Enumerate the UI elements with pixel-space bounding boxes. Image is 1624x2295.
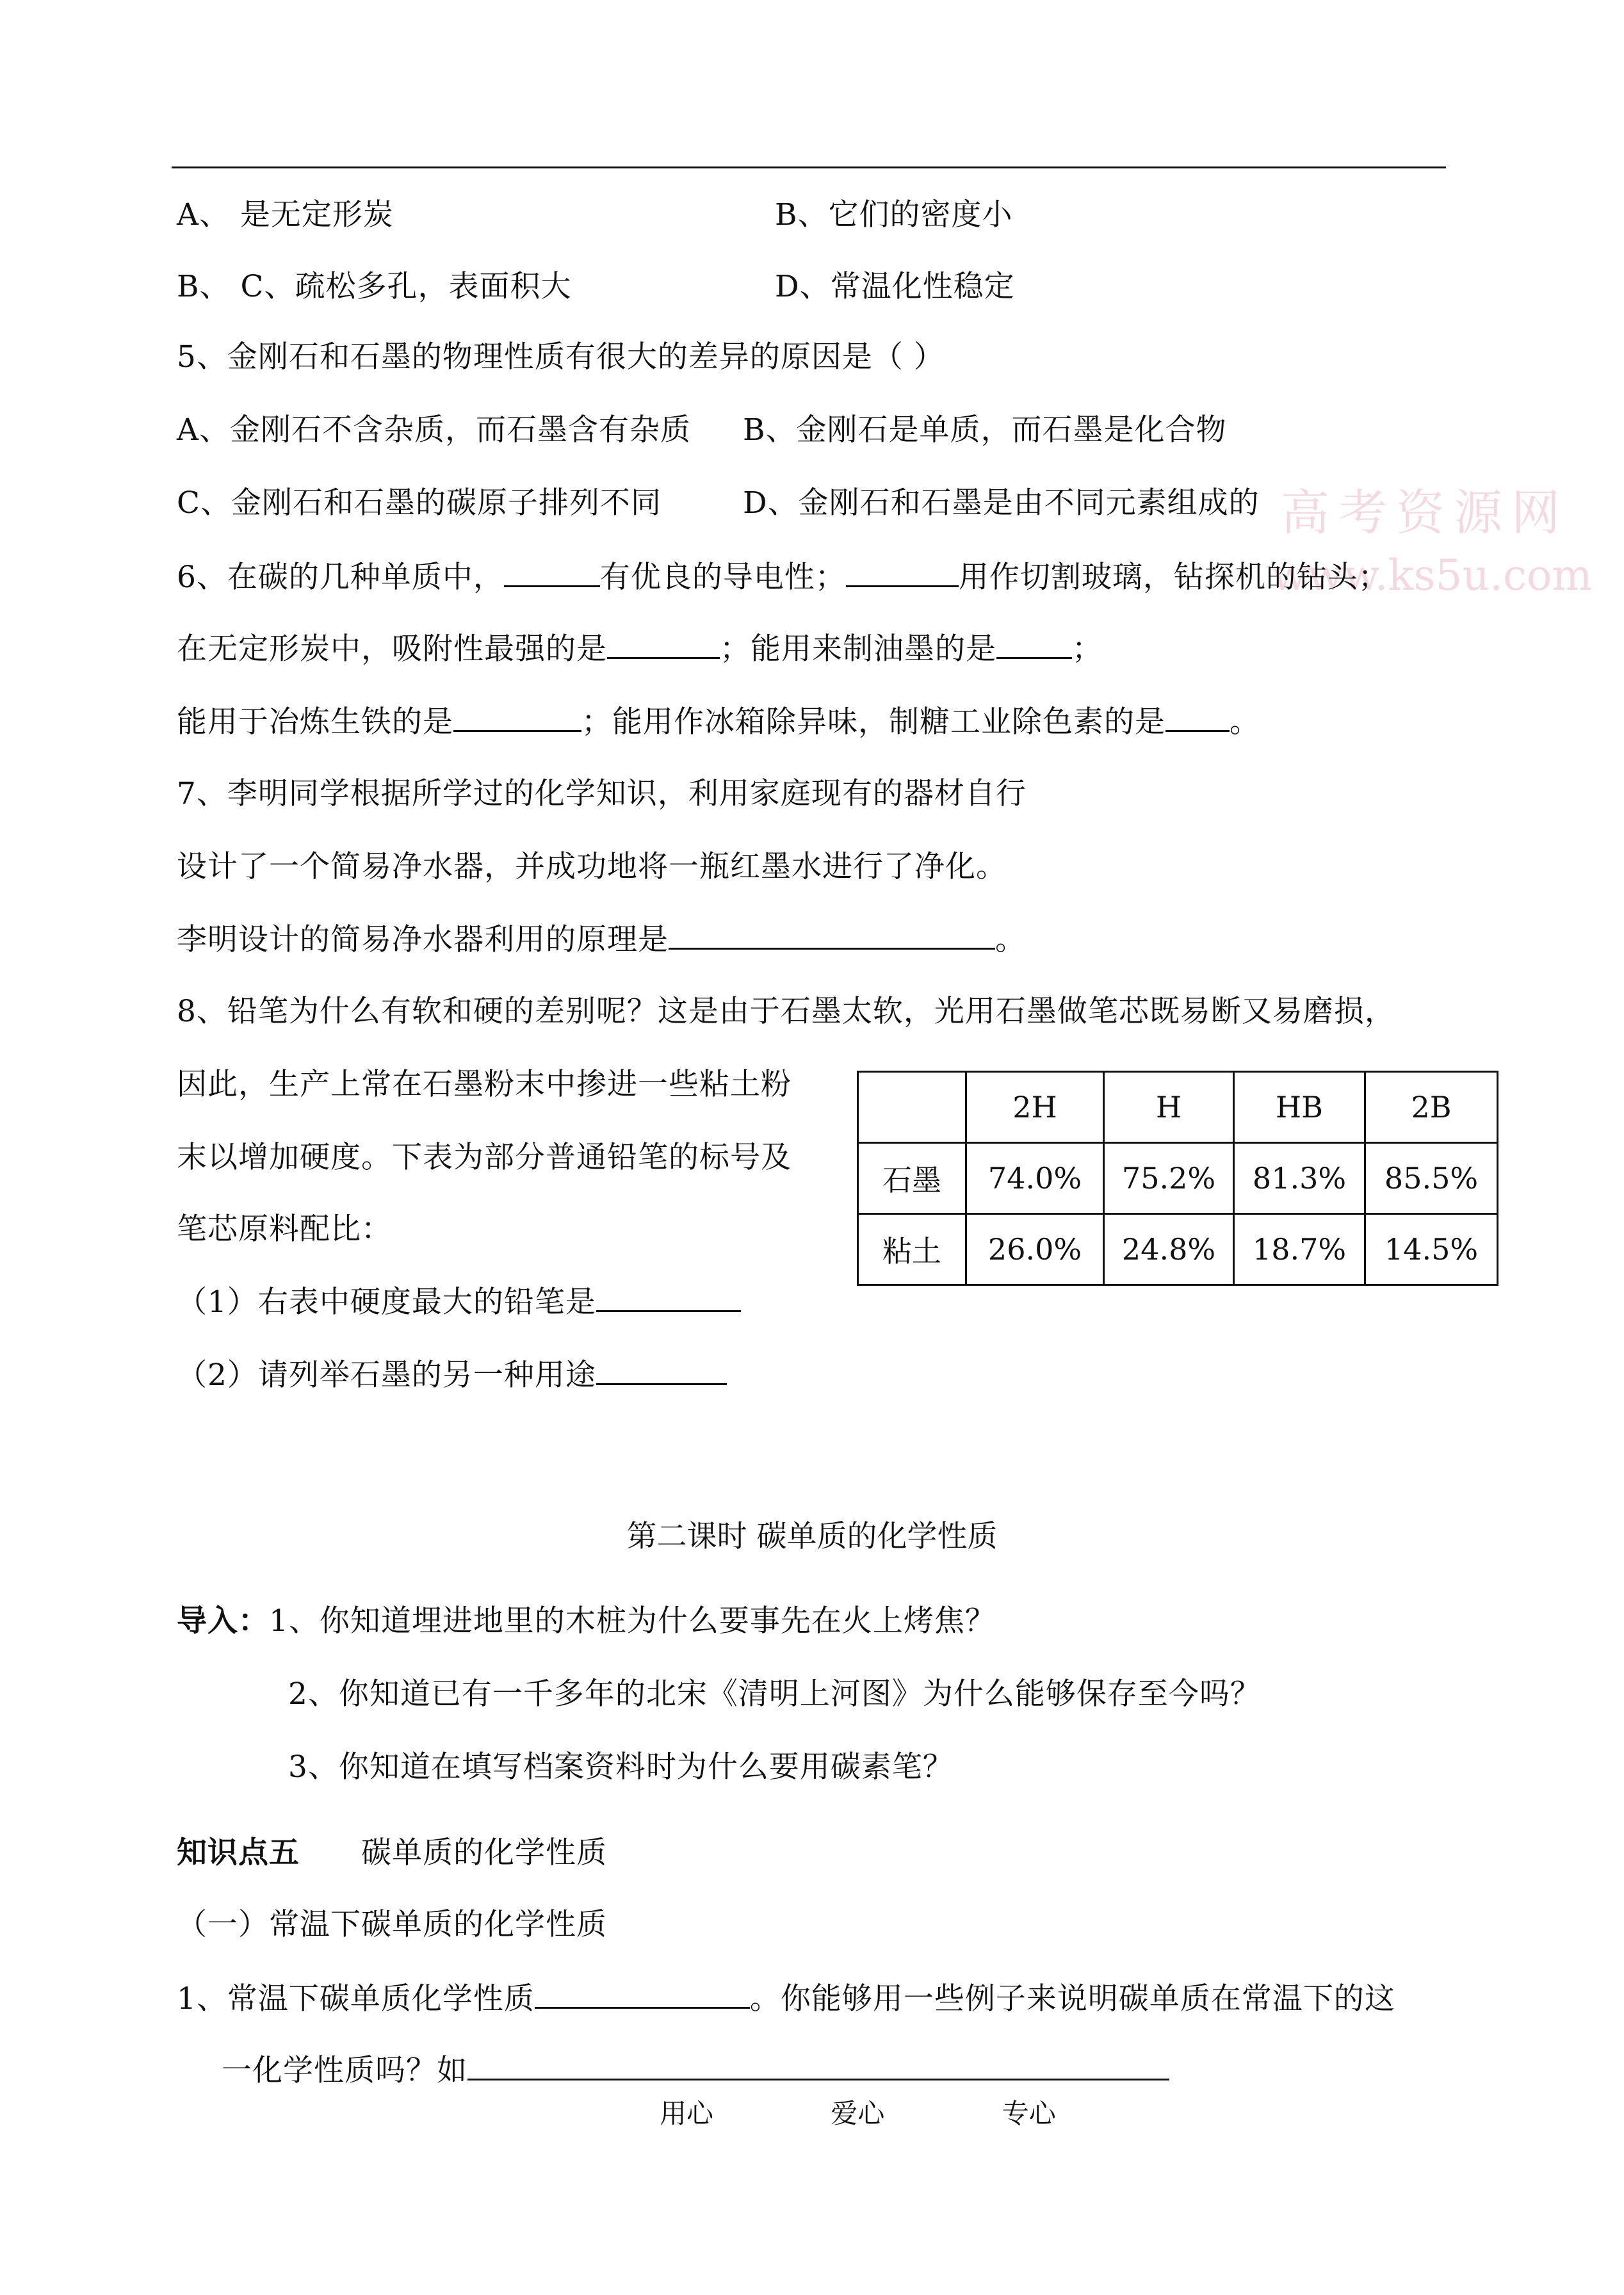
q6-line-1 [177,557,1389,597]
knowledge-point-label: 知识点五 [177,1835,300,1870]
table-cell: 26.0% [966,1214,1104,1285]
q7-blank-principle[interactable] [669,920,995,950]
table-header-cell: 2H [966,1072,1104,1143]
q4-option-c: B、 C、疏松多孔，表面积大 [177,269,572,304]
table-cell: 14.5% [1365,1214,1498,1285]
item-1-text-2: 。你能够用一些例子来说明碳单质在常温下的这 [749,1981,1395,2016]
table-cell: 81.3% [1234,1143,1365,1214]
q8-blank-hardest[interactable] [596,1282,741,1312]
q6-text-5: ；能用来制油墨的是 [720,631,996,667]
q6-blank-adsorption[interactable] [607,629,720,659]
q8-sub-1-text: （1）右表中硬度最大的铅笔是 [177,1285,596,1320]
table-header-cell [858,1072,966,1143]
item-1-text-3: 一化学性质吗？如 [222,2053,467,2088]
table-cell: 85.5% [1365,1143,1498,1214]
knowledge-point-heading [177,1834,607,1872]
q5-option-a: A、金刚石不含杂质，而石墨含有杂质 [177,412,691,448]
q6-blank-ink[interactable] [996,629,1072,659]
q7-line-3 [177,920,1026,959]
q8-line-1: 8、铅笔为什么有软和硬的差别呢？这是由于石墨太软，光用石墨做笔芯既易断又易磨损， [177,994,1395,1029]
q5-stem: 5、金刚石和石墨的物理性质有很大的差异的原因是（ ） [177,339,945,375]
table-cell: 74.0% [966,1143,1104,1214]
footer [660,2093,1126,2131]
q7-text: 李明设计的简易净水器利用的原理是 [177,922,669,957]
intro-line-1 [177,1602,996,1641]
table-cell: 粘土 [858,1214,966,1285]
q8-line-4: 笔芯原料配比： [177,1212,392,1247]
pencil-ratio-table [857,1071,1498,1286]
table-header-cell: H [1104,1072,1234,1143]
q6-text-7: 能用于冶炼生铁的是 [177,704,453,740]
q6-text-9: 。 [1230,704,1260,740]
item-1-line-1 [177,1979,1395,2018]
item-1-blank-property[interactable] [535,1979,750,2009]
intro-label: 导入： [177,1603,269,1639]
table-row [858,1143,1498,1214]
knowledge-point-title: 碳单质的化学性质 [361,1835,607,1870]
q4-option-a: A、 是无定形炭 [177,197,394,232]
table-cell: 75.2% [1104,1143,1234,1214]
q6-text-4: 在无定形炭中，吸附性最强的是 [177,631,607,667]
q8-line-2: 因此，生产上常在石墨粉末中掺进一些粘土粉 [177,1067,792,1102]
header-rule [172,166,1446,168]
q5-option-row-1 [177,411,1227,450]
subsection-heading: （一）常温下碳单质的化学性质 [177,1907,607,1942]
q8-line-3: 末以增加硬度。下表为部分普通铅笔的标号及 [177,1140,792,1175]
q6-text-2: 有优良的导电性； [599,560,846,595]
q6-blank-smelting[interactable] [453,702,581,732]
table-cell: 24.8% [1104,1214,1234,1285]
footer-word-1: 用心 [660,2098,714,2129]
table-header-cell: HB [1234,1072,1365,1143]
q7-line-2: 设计了一个简易净水器，并成功地将一瓶红墨水进行了净化。 [177,849,1007,884]
q6-blank-cutting[interactable] [846,557,959,587]
q5-option-d: D、金刚石和石墨是由不同元素组成的 [743,485,1260,521]
lesson-title: 第二课时 碳单质的化学性质 [626,1519,998,1554]
q6-blank-conductive[interactable] [504,557,600,587]
q6-text-3: 用作切割玻璃，钻探机的钻头； [958,560,1389,595]
intro-question-3: 3、你知道在填写档案资料时为什么要用碳素笔？ [288,1749,954,1785]
q8-sub-1 [177,1282,741,1322]
q6-line-3 [177,702,1260,742]
q6-line-2 [177,629,1103,669]
q6-text-1: 6、在碳的几种单质中， [177,560,504,595]
table-header-cell: 2B [1365,1072,1498,1143]
table-cell: 18.7% [1234,1214,1365,1285]
q5-option-b: B、金刚石是单质，而石墨是化合物 [743,412,1227,448]
item-1-text: 1、常温下碳单质化学性质 [177,1981,535,2016]
q5-option-c: C、金刚石和石墨的碳原子排列不同 [177,485,662,521]
intro-question-2: 2、你知道已有一千多年的北宋《清明上河图》为什么能够保存至今吗？ [288,1676,1261,1712]
item-1-line-2 [222,2050,1169,2090]
q7-line-1: 7、李明同学根据所学过的化学知识，利用家庭现有的器材自行 [177,776,1027,811]
table-cell: 石墨 [858,1143,966,1214]
intro-question-1: 1、你知道埋进地里的木桩为什么要事先在火上烤焦？ [269,1603,996,1639]
item-1-blank-example[interactable] [467,2050,1169,2080]
q8-sub-2 [177,1355,727,1395]
q7-text-end: 。 [995,922,1026,957]
q6-text-6: ； [1072,631,1103,667]
q6-blank-deodorize[interactable] [1165,702,1230,732]
table-header-row [858,1072,1498,1143]
footer-word-2: 爱心 [831,2098,885,2129]
table-row [858,1214,1498,1285]
q6-text-8: ；能用作冰箱除异味，制糖工业除色素的是 [581,704,1165,740]
q4-option-row-1 [177,196,1013,234]
q5-option-row-2 [177,484,1260,523]
q4-option-row-2 [177,268,1015,306]
q8-sub-2-text: （2）请列举石墨的另一种用途 [177,1358,596,1393]
watermark-url: www.ks5u.com [1271,551,1593,600]
q4-option-d: D、常温化性稳定 [775,269,1015,304]
footer-word-3: 专心 [1002,2098,1056,2129]
q8-blank-use[interactable] [596,1355,727,1385]
q4-option-b: B、它们的密度小 [775,197,1013,232]
watermark-text: 高考资源网 [1281,484,1569,541]
